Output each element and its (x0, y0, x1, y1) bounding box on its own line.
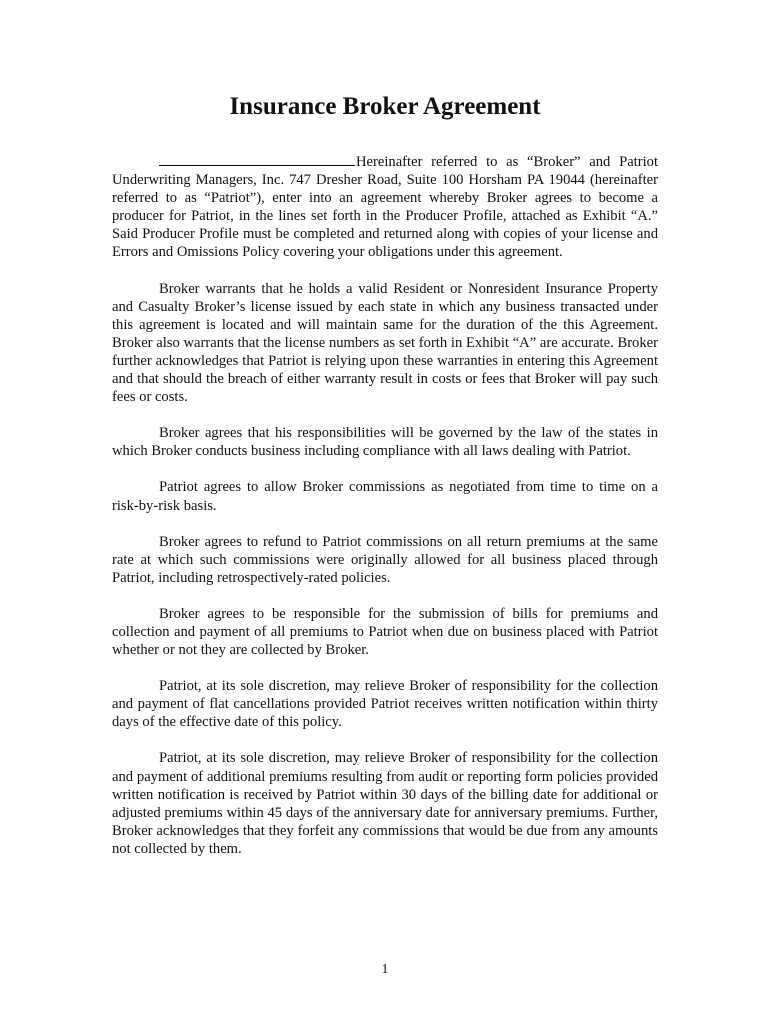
paragraph-commissions: Patriot agrees to allow Broker commissions as negotiated from time to time on a risk-by-risk basis. (112, 479, 658, 514)
paragraph-refund: Broker agrees to refund to Patriot commissions on all return premiums at the same rate at which such commissions were originally allowed for all business placed through Patriot, including retrospectively-rated policies. (112, 533, 658, 586)
agreement-body (112, 151, 658, 876)
paragraph-additional-premiums: Patriot, at its sole discretion, may relieve Broker of responsibility for the collection and payment of additional premiums resulting from audit or reporting form policies provided written notification is received by Patriot within 30 days of the billing date for additional or adjusted premiums within 45 days of the anniversary date for anniversary premiums. Further, Broker acknowledges that they forfeit any commissions that would be due from any amounts not collected by them. (112, 750, 658, 857)
paragraph-parties (112, 151, 658, 262)
broker-name-blank-line (159, 151, 355, 166)
paragraph-flat-cancellations: Patriot, at its sole discretion, may relieve Broker of responsibility for the collection and payment of flat cancellations provided Patriot receives written notification within thirty days of the effective date of this policy. (112, 678, 658, 731)
paragraph-warranties: Broker warrants that he holds a valid Resident or Nonresident Insurance Property and Casualty Broker’s license issued by each state in which any business transacted under this agreement is located and will maintain same for the duration of the this Agreement. Broker also warrants that the license numbers as set forth in Exhibit “A” are accurate. Broker further acknowledges that Patriot is relying upon these warranties in entering this Agreement and that should the breach of either warranty result in costs or fees that Broker will pay such fees or costs. (112, 280, 658, 406)
document-title: Insurance Broker Agreement (229, 93, 541, 120)
paragraph-parties-text: Hereinafter referred to as “Broker” and Patriot Underwriting Managers, Inc. 747 Dresher Road, Suite 100 Horsham PA 19044 (hereinafter referred to as “Patriot”), enter into an agreement whereby Broker agrees to become a producer for Patriot, in the lines set forth in the Producer Profile, attached as Exhibit “A.” Said Producer Profile must be completed and returned along with copies of your license and Errors and Omissions Policy covering your obligations under this agreement. (112, 154, 658, 261)
page-number: 1 (381, 962, 389, 977)
paragraph-billing-responsibility: Broker agrees to be responsible for the submission of bills for premiums and collection and payment of all premiums to Patriot when due on business placed with Patriot whether or not they are collected by Broker. (112, 605, 658, 659)
paragraph-governing-law: Broker agrees that his responsibilities will be governed by the law of the states in which Broker conducts business including compliance with all laws dealing with Patriot. (112, 425, 658, 460)
